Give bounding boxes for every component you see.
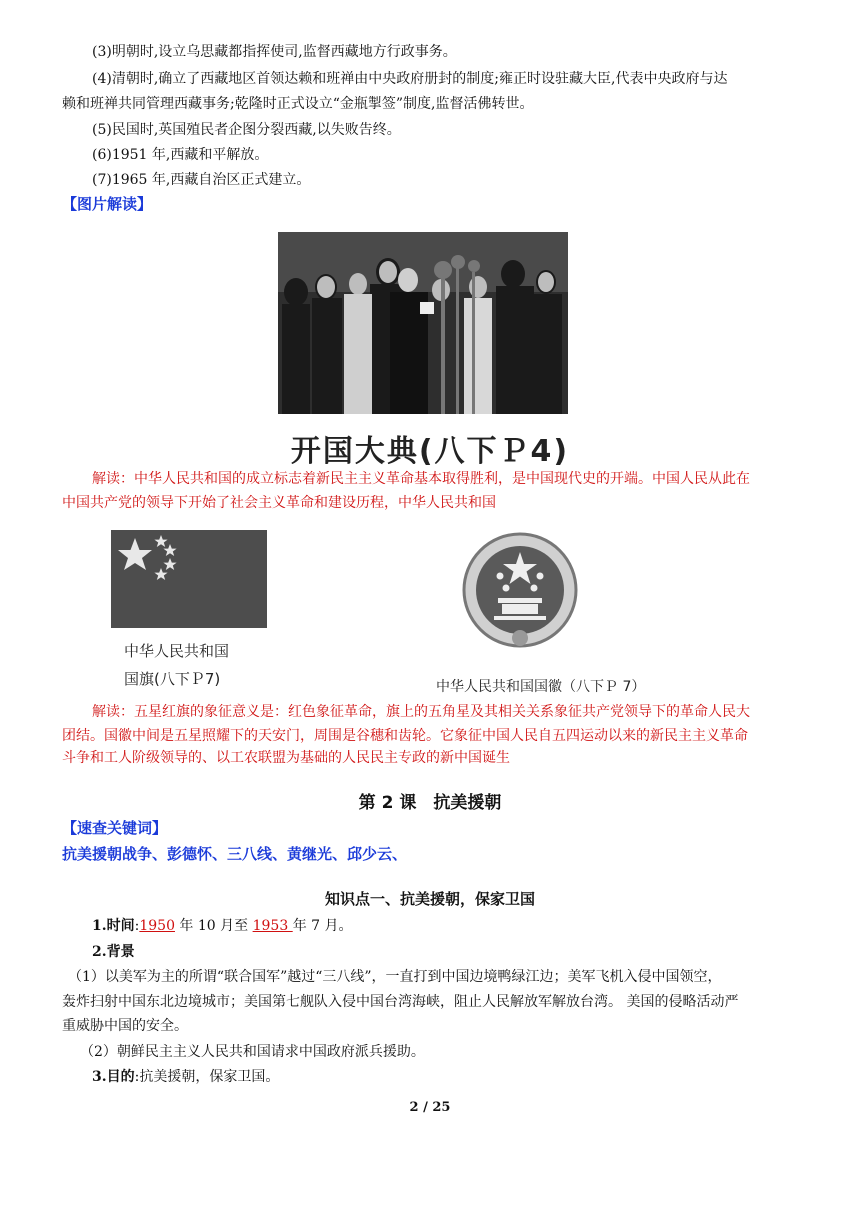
purpose-text: :抗美援朝，保家卫国。 bbox=[134, 1069, 280, 1085]
purpose-label: 3.目的 bbox=[92, 1069, 135, 1085]
time-colon: : bbox=[134, 918, 140, 934]
page-number: 2 / 25 bbox=[409, 1100, 451, 1115]
intro-item-6: (6)1951 年,西藏和平解放。 bbox=[92, 147, 269, 163]
time-end: 年 7 月。 bbox=[292, 918, 353, 934]
background-line3: 重威胁中国的安全。 bbox=[62, 1018, 188, 1034]
flag-stars bbox=[111, 530, 267, 628]
founding-ceremony-photo bbox=[278, 232, 568, 414]
background-label: 2.背景 bbox=[92, 944, 135, 960]
intro-item-3: (3)明朝时,设立乌思藏都指挥使司,监督西藏地方行政事务。 bbox=[92, 44, 457, 60]
keywords-list: 抗美援朝战争、彭德怀、三八线、黄继光、邱少云、 bbox=[62, 845, 408, 863]
national-emblem-image bbox=[460, 530, 580, 650]
national-flag-image bbox=[111, 530, 267, 628]
section-picture-heading: 【图片解读】 bbox=[62, 195, 153, 213]
background-line2: 轰炸扫射中国东北边境城市；美国第七舰队入侵中国台湾海峡，阻止人民解放军解放台湾。 美国的侵略活动严 bbox=[62, 994, 739, 1010]
flag-caption-line2: 国旗(八下Ｐ7) bbox=[124, 670, 221, 688]
background-line1: （1）以美军为主的所谓“联合国军”越过“三八线”，一直打到中国边境鸭绿江边；美军飞机入侵中国领空， bbox=[68, 969, 722, 985]
photo-illustration bbox=[278, 232, 568, 414]
interpretation2-line3: 斗争和工人阶级领导的、以工农联盟为基础的人民民主专政的新中国诞生 bbox=[62, 750, 510, 766]
interpretation1-line2: 中国共产党的领导下开始了社会主义革命和建设历程，中华人民共和国 bbox=[62, 495, 496, 511]
interpretation2-line1: 解读：五星红旗的象征意义是：红色象征革命，旗上的五角星及其相关关系象征共产党领导下的革命人民大 bbox=[92, 704, 750, 720]
intro-item-4b: 赖和班禅共同管理西藏事务;乾隆时正式设立“金瓶掣签”制度,监督活佛转世。 bbox=[62, 96, 534, 112]
intro-item-4a: (4)清朝时,确立了西藏地区首领达赖和班禅由中央政府册封的制度;雍正时设驻藏大臣,代表中央政府与达 bbox=[92, 71, 728, 87]
keywords-heading: 【速查关键词】 bbox=[62, 819, 168, 837]
time-middle: 年 10 月至 bbox=[174, 918, 253, 934]
lesson-title: 第 2 课 抗美援朝 bbox=[358, 793, 502, 813]
interpretation2-line2: 团结。国徽中间是五星照耀下的天安门，周围是谷穗和齿轮。它象征中国人民自五四运动以来的新民主主义革命 bbox=[62, 728, 748, 744]
emblem-drawing bbox=[460, 530, 580, 650]
background-line4: （2）朝鲜民主主义人民共和国请求中国政府派兵援助。 bbox=[80, 1044, 425, 1060]
purpose-line bbox=[92, 1065, 279, 1089]
time-line bbox=[92, 914, 353, 938]
time-label: 1.时间 bbox=[92, 918, 135, 934]
intro-item-5: (5)民国时,英国殖民者企图分裂西藏,以失败告终。 bbox=[92, 122, 401, 138]
flag-caption-line1: 中华人民共和国 bbox=[124, 642, 230, 660]
time-year-start: 1950 bbox=[139, 918, 175, 934]
photo-caption: 开国大典(八下Ｐ4) bbox=[290, 434, 570, 469]
time-year-end: 1953 bbox=[252, 918, 293, 934]
emblem-caption: 中华人民共和国国徽（八下Ｐ 7） bbox=[436, 679, 646, 695]
knowledge-point-title: 知识点一、抗美援朝，保家卫国 bbox=[324, 890, 535, 908]
intro-item-7: (7)1965 年,西藏自治区正式建立。 bbox=[92, 172, 311, 188]
interpretation1-line1: 解读：中华人民共和国的成立标志着新民主主义革命基本取得胜利，是中国现代史的开端。中国人民从此在 bbox=[92, 471, 750, 487]
